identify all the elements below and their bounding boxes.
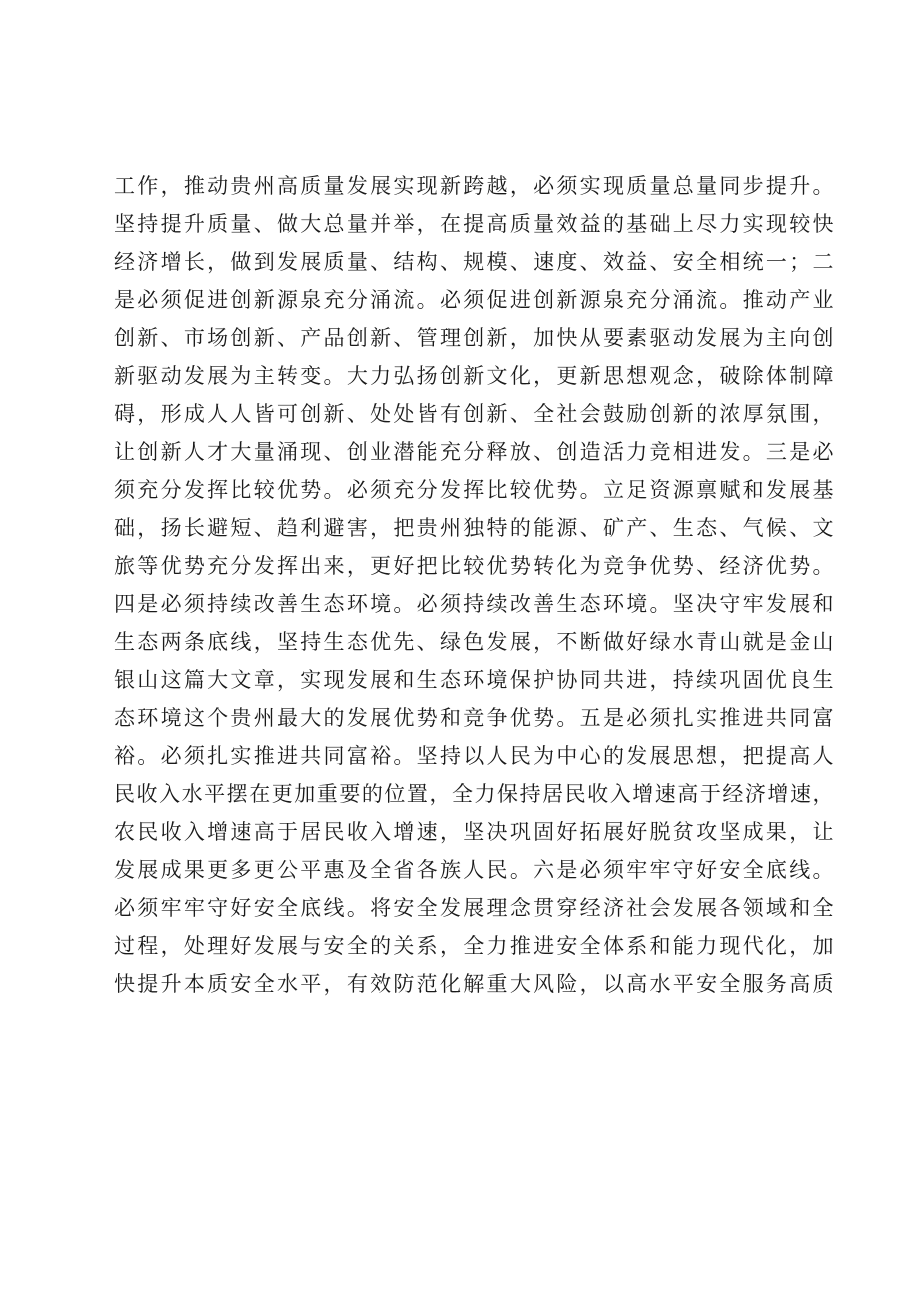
text-line-13: 生态两条底线，坚持生态优先、绿色发展，不断做好绿水青山就是金山	[114, 630, 834, 654]
text-line-14: 银山这篇大文章，实现发展和生态环境保护协同共进，持续巩固优良生	[114, 668, 834, 692]
text-line-8: 让创新人才大量涌现、创业潜能充分释放、创造活力竞相进发。三是必	[114, 440, 834, 464]
text-line-4: 是必须促进创新源泉充分涌流。必须促进创新源泉充分涌流。推动产业	[114, 288, 834, 312]
text-line-17: 民收入水平摆在更加重要的位置，全力保持居民收入增速高于经济增速，	[114, 782, 834, 806]
text-line-18: 农民收入增速高于居民收入增速，坚决巩固好拓展好脱贫攻坚成果，让	[114, 820, 834, 844]
text-line-15: 态环境这个贵州最大的发展优势和竞争优势。五是必须扎实推进共同富	[114, 706, 834, 730]
text-line-19: 发展成果更多更公平惠及全省各族人民。六是必须牢牢守好安全底线。	[114, 858, 834, 882]
text-line-5: 创新、市场创新、产品创新、管理创新，加快从要素驱动发展为主向创	[114, 326, 834, 350]
text-line-7: 碍，形成人人皆可创新、处处皆有创新、全社会鼓励创新的浓厚氛围，	[114, 402, 834, 426]
text-line-10: 础，扬长避短、趋利避害，把贵州独特的能源、矿产、生态、气候、文	[114, 516, 834, 540]
text-line-1: 工作，推动贵州高质量发展实现新跨越，必须实现质量总量同步提升。	[114, 174, 834, 198]
text-line-3: 经济增长，做到发展质量、结构、规模、速度、效益、安全相统一；二	[114, 250, 834, 274]
text-line-6: 新驱动发展为主转变。大力弘扬创新文化，更新思想观念，破除体制障	[114, 364, 834, 388]
body-paragraph	[114, 167, 834, 1003]
text-line-12: 四是必须持续改善生态环境。必须持续改善生态环境。坚决守牢发展和	[114, 592, 834, 616]
text-line-9: 须充分发挥比较优势。必须充分发挥比较优势。立足资源禀赋和发展基	[114, 478, 834, 502]
text-line-20: 必须牢牢守好安全底线。将安全发展理念贯穿经济社会发展各领域和全	[114, 896, 834, 920]
text-line-2: 坚持提升质量、做大总量并举，在提高质量效益的基础上尽力实现较快	[114, 212, 834, 236]
text-line-22: 快提升本质安全水平，有效防范化解重大风险，以高水平安全服务高质	[114, 972, 834, 996]
text-line-21: 过程，处理好发展与安全的关系，全力推进安全体系和能力现代化，加	[114, 934, 834, 958]
text-line-11: 旅等优势充分发挥出来，更好把比较优势转化为竞争优势、经济优势。	[114, 554, 834, 578]
text-line-16: 裕。必须扎实推进共同富裕。坚持以人民为中心的发展思想，把提高人	[114, 744, 834, 768]
